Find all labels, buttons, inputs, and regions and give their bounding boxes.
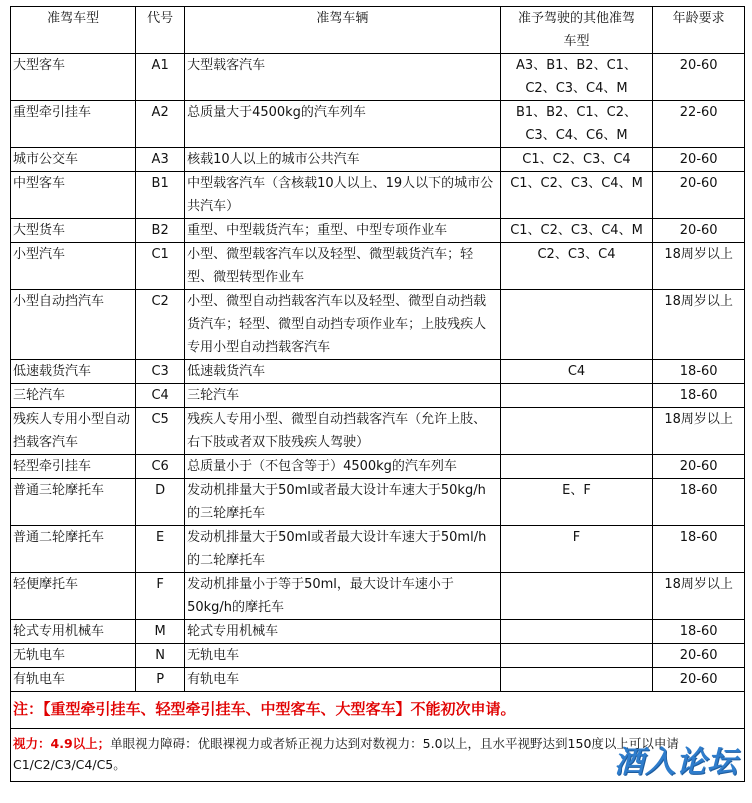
cell-license-code: C1 bbox=[136, 243, 185, 290]
cell-permitted-vehicles: 大型载客汽车 bbox=[185, 54, 501, 101]
cell-age-requirement: 22-60 bbox=[653, 101, 745, 148]
cell-license-code: C3 bbox=[136, 360, 185, 384]
cell-license-code: A2 bbox=[136, 101, 185, 148]
cell-age-requirement: 20-60 bbox=[653, 54, 745, 101]
cell-permitted-vehicles: 有轨电车 bbox=[185, 668, 501, 692]
cell-license-type: 有轨电车 bbox=[11, 668, 136, 692]
cell-other-permitted-types bbox=[500, 384, 653, 408]
cell-license-type: 城市公交车 bbox=[11, 148, 136, 172]
cell-other-permitted-types bbox=[500, 408, 653, 455]
cell-permitted-vehicles: 发动机排量小于等于50ml，最大设计车速小于50kg/h的摩托车 bbox=[185, 573, 501, 620]
cell-age-requirement: 20-60 bbox=[653, 644, 745, 668]
cell-other-permitted-types bbox=[500, 290, 653, 360]
cell-license-type: 普通三轮摩托车 bbox=[11, 479, 136, 526]
cell-license-code: F bbox=[136, 573, 185, 620]
cell-age-requirement: 18-60 bbox=[653, 526, 745, 573]
header-type: 准驾车型 bbox=[11, 7, 136, 54]
note-row-1 bbox=[11, 692, 745, 729]
cell-license-type: 轻便摩托车 bbox=[11, 573, 136, 620]
cell-license-type: 低速载货汽车 bbox=[11, 360, 136, 384]
cell-other-permitted-types: C1、C2、C3、C4 bbox=[500, 148, 653, 172]
cell-license-code: C2 bbox=[136, 290, 185, 360]
cell-license-code: C6 bbox=[136, 455, 185, 479]
cell-license-type: 重型牵引挂车 bbox=[11, 101, 136, 148]
cell-age-requirement: 18-60 bbox=[653, 479, 745, 526]
license-table bbox=[10, 6, 745, 782]
forum-watermark-logo: 酒入论坛 bbox=[614, 745, 738, 780]
cell-other-permitted-types: A3、B1、B2、C1、C2、C3、C4、M bbox=[500, 54, 653, 101]
cell-license-type: 三轮汽车 bbox=[11, 384, 136, 408]
table-row bbox=[11, 101, 745, 148]
header-age: 年龄要求 bbox=[653, 7, 745, 54]
cell-age-requirement: 20-60 bbox=[653, 455, 745, 479]
cell-license-code: N bbox=[136, 644, 185, 668]
cell-age-requirement: 20-60 bbox=[653, 148, 745, 172]
cell-permitted-vehicles: 总质量大于4500kg的汽车列车 bbox=[185, 101, 501, 148]
table-header-row bbox=[11, 7, 745, 54]
cell-permitted-vehicles: 中型载客汽车（含核载10人以上、19人以下的城市公共汽车） bbox=[185, 172, 501, 219]
cell-other-permitted-types bbox=[500, 620, 653, 644]
cell-license-code: B1 bbox=[136, 172, 185, 219]
cell-other-permitted-types bbox=[500, 455, 653, 479]
cell-permitted-vehicles: 核载10人以上的城市公共汽车 bbox=[185, 148, 501, 172]
cell-other-permitted-types: E、F bbox=[500, 479, 653, 526]
note-initial-application: 注：【重型牵引挂车、轻型牵引挂车、中型客车、大型客车】不能初次申请。 bbox=[11, 692, 745, 729]
cell-license-code: A1 bbox=[136, 54, 185, 101]
cell-license-type: 小型自动挡汽车 bbox=[11, 290, 136, 360]
cell-age-requirement: 18周岁以上 bbox=[653, 408, 745, 455]
cell-license-type: 轻型牵引挂车 bbox=[11, 455, 136, 479]
cell-other-permitted-types: C1、C2、C3、C4、M bbox=[500, 219, 653, 243]
table-row bbox=[11, 148, 745, 172]
cell-other-permitted-types: F bbox=[500, 526, 653, 573]
cell-license-type: 中型客车 bbox=[11, 172, 136, 219]
cell-license-type: 大型客车 bbox=[11, 54, 136, 101]
cell-age-requirement: 20-60 bbox=[653, 219, 745, 243]
cell-permitted-vehicles: 发动机排量大于50ml或者最大设计车速大于50ml/h的二轮摩托车 bbox=[185, 526, 501, 573]
table-row bbox=[11, 172, 745, 219]
cell-other-permitted-types bbox=[500, 668, 653, 692]
cell-age-requirement: 18周岁以上 bbox=[653, 573, 745, 620]
cell-other-permitted-types: C4 bbox=[500, 360, 653, 384]
cell-license-type: 无轨电车 bbox=[11, 644, 136, 668]
table-row bbox=[11, 644, 745, 668]
cell-other-permitted-types: C1、C2、C3、C4、M bbox=[500, 172, 653, 219]
table-row bbox=[11, 290, 745, 360]
cell-permitted-vehicles: 小型、微型自动挡载客汽车以及轻型、微型自动挡载货汽车；轻型、微型自动挡专项作业车；上肢残疾人专用小型自动挡载客汽车 bbox=[185, 290, 501, 360]
cell-permitted-vehicles: 三轮汽车 bbox=[185, 384, 501, 408]
table-row bbox=[11, 479, 745, 526]
cell-age-requirement: 18-60 bbox=[653, 360, 745, 384]
cell-license-type: 普通二轮摩托车 bbox=[11, 526, 136, 573]
header-vehicles: 准驾车辆 bbox=[185, 7, 501, 54]
table-row bbox=[11, 360, 745, 384]
header-others: 准予驾驶的其他准驾车型 bbox=[500, 7, 653, 54]
cell-license-code: D bbox=[136, 479, 185, 526]
table-row bbox=[11, 384, 745, 408]
cell-other-permitted-types: B1、B2、C1、C2、C3、C4、C6、M bbox=[500, 101, 653, 148]
table-row bbox=[11, 573, 745, 620]
license-table-container bbox=[10, 6, 745, 782]
header-code: 代号 bbox=[136, 7, 185, 54]
cell-permitted-vehicles: 总质量小于（不包含等于）4500kg的汽车列车 bbox=[185, 455, 501, 479]
note-vision-body: 单眼视力障碍：优眼裸视力或者矫正视力达到对数视力：5.0以上，且水平视野达到150度以上可以申请C1/C2/C3/C4/C5。 bbox=[13, 736, 679, 772]
cell-permitted-vehicles: 小型、微型载客汽车以及轻型、微型载货汽车；轻型、微型转型作业车 bbox=[185, 243, 501, 290]
cell-license-code: C4 bbox=[136, 384, 185, 408]
table-row bbox=[11, 408, 745, 455]
cell-age-requirement: 18-60 bbox=[653, 620, 745, 644]
table-row bbox=[11, 526, 745, 573]
table-row bbox=[11, 455, 745, 479]
cell-license-code: P bbox=[136, 668, 185, 692]
cell-age-requirement: 18-60 bbox=[653, 384, 745, 408]
cell-other-permitted-types: C2、C3、C4 bbox=[500, 243, 653, 290]
cell-license-type: 轮式专用机械车 bbox=[11, 620, 136, 644]
cell-other-permitted-types bbox=[500, 644, 653, 668]
cell-age-requirement: 18周岁以上 bbox=[653, 290, 745, 360]
cell-permitted-vehicles: 重型、中型载货汽车；重型、中型专项作业车 bbox=[185, 219, 501, 243]
cell-age-requirement: 20-60 bbox=[653, 668, 745, 692]
cell-license-type: 残疾人专用小型自动挡载客汽车 bbox=[11, 408, 136, 455]
table-row bbox=[11, 668, 745, 692]
cell-age-requirement: 20-60 bbox=[653, 172, 745, 219]
cell-license-code: C5 bbox=[136, 408, 185, 455]
cell-permitted-vehicles: 发动机排量大于50ml或者最大设计车速大于50kg/h的三轮摩托车 bbox=[185, 479, 501, 526]
table-row bbox=[11, 219, 745, 243]
cell-other-permitted-types bbox=[500, 573, 653, 620]
cell-permitted-vehicles: 无轨电车 bbox=[185, 644, 501, 668]
cell-license-code: A3 bbox=[136, 148, 185, 172]
cell-permitted-vehicles: 轮式专用机械车 bbox=[185, 620, 501, 644]
note-vision-lead: 视力：4.9以上； bbox=[13, 736, 111, 751]
cell-license-type: 小型汽车 bbox=[11, 243, 136, 290]
table-row bbox=[11, 620, 745, 644]
cell-license-code: B2 bbox=[136, 219, 185, 243]
cell-license-code: E bbox=[136, 526, 185, 573]
cell-permitted-vehicles: 低速载货汽车 bbox=[185, 360, 501, 384]
cell-license-type: 大型货车 bbox=[11, 219, 136, 243]
cell-license-code: M bbox=[136, 620, 185, 644]
cell-permitted-vehicles: 残疾人专用小型、微型自动挡载客汽车（允许上肢、右下肢或者双下肢残疾人驾驶） bbox=[185, 408, 501, 455]
table-row bbox=[11, 54, 745, 101]
cell-age-requirement: 18周岁以上 bbox=[653, 243, 745, 290]
table-row bbox=[11, 243, 745, 290]
